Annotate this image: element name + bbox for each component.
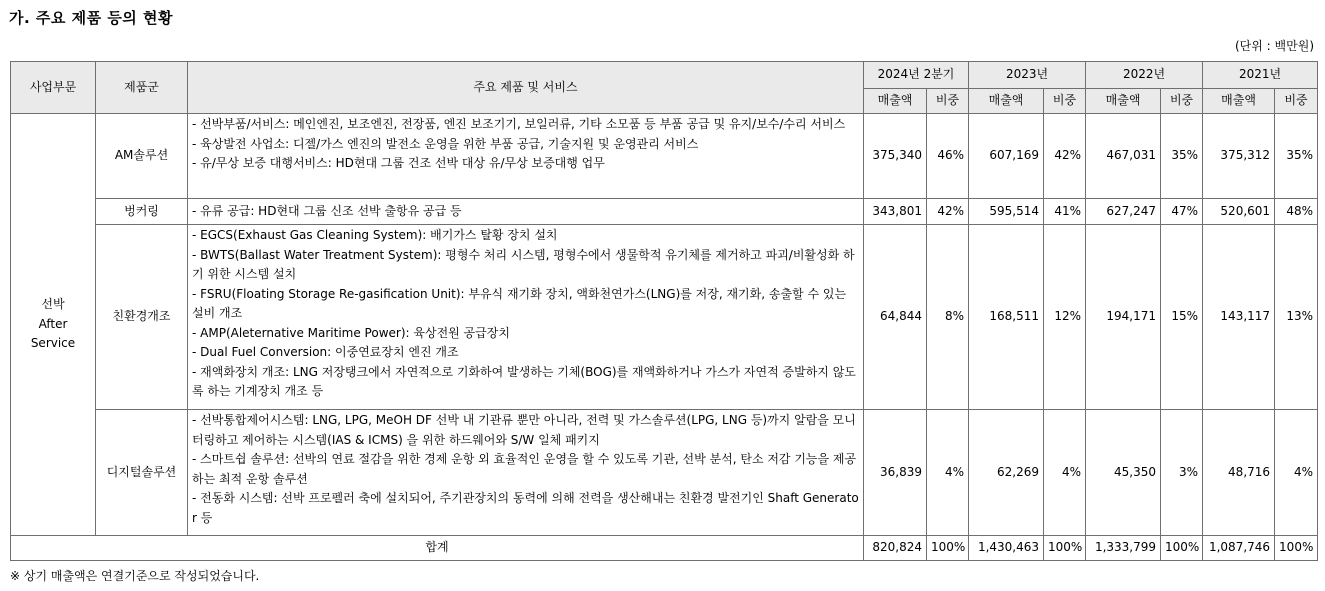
description-cell <box>188 410 864 536</box>
header-period: 2024년 2분기 <box>864 62 969 89</box>
share-cell: 4% <box>1275 410 1318 536</box>
sales-cell: 595,514 <box>969 199 1044 225</box>
group-cell: 친환경개조 <box>96 225 188 410</box>
division-name: 선박 <box>41 297 65 312</box>
sales-cell: 64,844 <box>864 225 927 410</box>
total-row <box>11 536 1318 561</box>
share-cell: 42% <box>927 199 969 225</box>
table-row <box>11 225 1318 410</box>
header-share: 비중 <box>1044 89 1086 114</box>
header-period: 2022년 <box>1086 62 1203 89</box>
table-row <box>11 410 1318 536</box>
header-division: 사업부문 <box>11 62 96 114</box>
header-share: 비중 <box>1275 89 1318 114</box>
total-sales-cell: 820,824 <box>864 536 927 561</box>
total-share-cell: 100% <box>1044 536 1086 561</box>
sales-cell: 62,269 <box>969 410 1044 536</box>
header-period: 2021년 <box>1203 62 1318 89</box>
description-cell <box>188 114 864 199</box>
sales-cell: 45,350 <box>1086 410 1161 536</box>
description-line: - AMP(Aleternative Maritime Power): 육상전원 공급장치 <box>192 325 510 340</box>
products-table <box>10 61 1318 561</box>
description-line: - 육상발전 사업소: 디젤/가스 엔진의 발전소 운영을 위한 부품 공급, 기술지원 및 운영관리 서비스 <box>192 136 699 151</box>
total-share-cell: 100% <box>1161 536 1203 561</box>
share-cell: 8% <box>927 225 969 410</box>
sales-cell: 143,117 <box>1203 225 1275 410</box>
description-line: - 유류 공급: HD현대 그룹 신조 선박 출항유 공급 등 <box>192 203 462 218</box>
description-line: - 선박부품/서비스: 메인엔진, 보조엔진, 전장품, 엔진 보조기기, 보일러류, 기타 소모품 등 부품 공급 및 유지/보수/수리 서비스 <box>192 117 846 131</box>
description-line: - 유/무상 보증 대행서비스: HD현대 그룹 건조 선박 대상 유/무상 보증대행 업무 <box>192 156 605 170</box>
header-sales: 매출액 <box>1086 89 1161 114</box>
division-cell <box>11 114 96 536</box>
share-cell: 12% <box>1044 225 1086 410</box>
total-share-cell: 100% <box>1275 536 1318 561</box>
group-cell: 벙커링 <box>96 199 188 225</box>
total-share-cell: 100% <box>927 536 969 561</box>
sales-cell: 48,716 <box>1203 410 1275 536</box>
total-sales-cell: 1,087,746 <box>1203 536 1275 561</box>
description-line: - 스마트쉽 솔루션: 선박의 연료 절감을 위한 경제 운항 외 효율적인 운영을 할 수 있도록 기관, 선박 분석, 탄소 저감 기능을 제공하는 최적 운항 솔루션 <box>192 452 857 486</box>
share-cell: 48% <box>1275 199 1318 225</box>
share-cell: 41% <box>1044 199 1086 225</box>
share-cell: 15% <box>1161 225 1203 410</box>
sales-cell: 607,169 <box>969 114 1044 199</box>
division-subname: After Service <box>30 316 76 351</box>
sales-cell: 168,511 <box>969 225 1044 410</box>
share-cell: 4% <box>1044 410 1086 536</box>
sales-cell: 36,839 <box>864 410 927 536</box>
sales-cell: 194,171 <box>1086 225 1161 410</box>
description-cell <box>188 225 864 410</box>
sales-cell: 375,340 <box>864 114 927 199</box>
group-cell: 디지털솔루션 <box>96 410 188 536</box>
total-label: 합계 <box>11 536 864 561</box>
sales-cell: 375,312 <box>1203 114 1275 199</box>
table-row <box>11 199 1318 225</box>
header-products: 주요 제품 및 서비스 <box>188 62 864 114</box>
description-line: - Dual Fuel Conversion: 이중연료장치 엔진 개조 <box>192 345 459 359</box>
share-cell: 13% <box>1275 225 1318 410</box>
share-cell: 46% <box>927 114 969 199</box>
share-cell: 42% <box>1044 114 1086 199</box>
total-sales-cell: 1,430,463 <box>969 536 1044 561</box>
section-title: 가. 주요 제품 등의 현황 <box>9 9 173 27</box>
header-sales: 매출액 <box>969 89 1044 114</box>
sales-cell: 467,031 <box>1086 114 1161 199</box>
description-line: - 전동화 시스템: 선박 프로펠러 축에 설치되어, 주기관장치의 동력에 의해 전력을 생산해내는 친환경 발전기인 Shaft Generator 등 <box>192 491 859 525</box>
footnote: ※ 상기 매출액은 연결기준으로 작성되었습니다. <box>10 569 260 583</box>
description-line: - 재액화장치 개조: LNG 저장탱크에서 자연적으로 기화하여 발생하는 기체(BOG)를 재액화하거나 가스가 자연적 증발하지 않도록 하는 기계장치 개조 등 <box>192 364 856 398</box>
header-period: 2023년 <box>969 62 1086 89</box>
sales-cell: 520,601 <box>1203 199 1275 225</box>
sales-cell: 627,247 <box>1086 199 1161 225</box>
description-cell <box>188 199 864 225</box>
header-share: 비중 <box>1161 89 1203 114</box>
share-cell: 3% <box>1161 410 1203 536</box>
total-sales-cell: 1,333,799 <box>1086 536 1161 561</box>
description-line: - BWTS(Ballast Water Treatment System): 평형수 처리 시스템, 평형수에서 생물학적 유기체를 제거하고 파괴/비활성화 하기 위한 시스템 설치 <box>192 247 855 281</box>
share-cell: 47% <box>1161 199 1203 225</box>
description-line: - EGCS(Exhaust Gas Cleaning System): 배기가스 탈황 장치 설치 <box>192 228 558 242</box>
share-cell: 35% <box>1275 114 1318 199</box>
share-cell: 4% <box>927 410 969 536</box>
header-share: 비중 <box>927 89 969 114</box>
table-row <box>11 114 1318 199</box>
header-group: 제품군 <box>96 62 188 114</box>
header-sales: 매출액 <box>1203 89 1275 114</box>
sales-cell: 343,801 <box>864 199 927 225</box>
unit-note: (단위 : 백만원) <box>1235 39 1314 53</box>
description-line: - 선박통합제어시스템: LNG, LPG, MeOH DF 선박 내 기관류 뿐만 아니라, 전력 및 가스솔루션(LPG, LNG 등)까지 알람을 모니터링하고 제어하는 시스템(IAS & ICMS) 을 위한 하드웨어와 S/W 일체 패키지 <box>192 413 856 447</box>
header-sales: 매출액 <box>864 89 927 114</box>
group-cell: AM솔루션 <box>96 114 188 199</box>
share-cell: 35% <box>1161 114 1203 199</box>
description-line: - FSRU(Floating Storage Re-gasification Unit): 부유식 재기화 장치, 액화천연가스(LNG)를 저장, 재기화, 송출할 수 있는 설비 개조 <box>192 286 847 320</box>
